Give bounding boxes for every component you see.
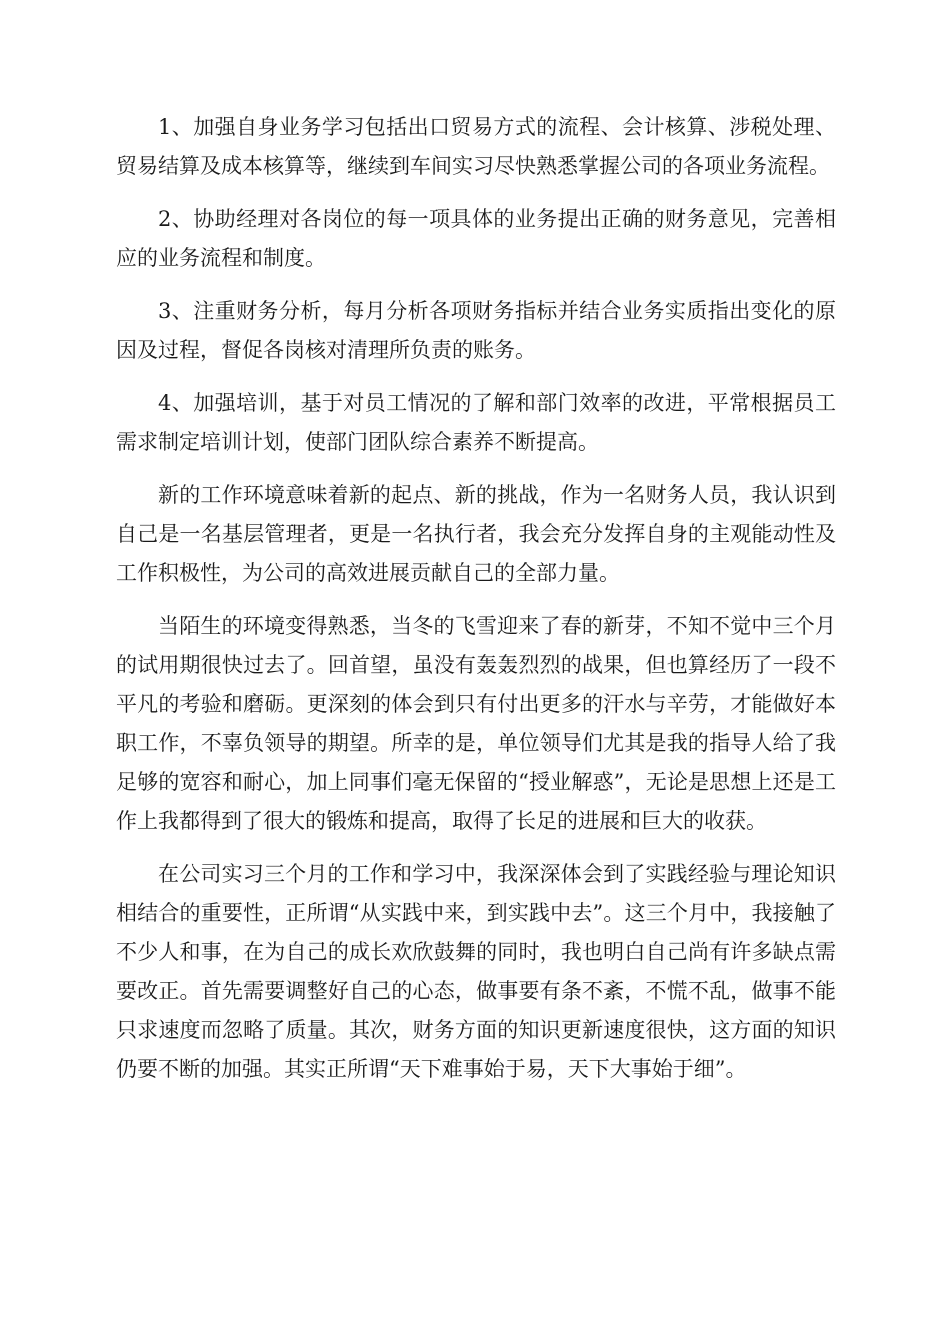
paragraph-task-1: 1、加强自身业务学习包括出口贸易方式的流程、会计核算、涉税处理、贸易结算及成本核算等，继续到车间实习尽快熟悉掌握公司的各项业务流程。: [116, 115, 836, 178]
paragraph-new-environment: 新的工作环境意味着新的起点、新的挑战，作为一名财务人员，我认识到自己是一名基层管理者，更是一名执行者，我会充分发挥自身的主观能动性及工作积极性，为公司的高效进展贡献自己的全部力量。: [116, 483, 836, 585]
paragraph-task-4: 4、加强培训，基于对员工情况的了解和部门效率的改进，平常根据员工需求制定培训计划，使部门团队综合素养不断提高。: [116, 391, 836, 454]
paragraph-task-3: 3、注重财务分析，每月分析各项财务指标并结合业务实质指出变化的原因及过程，督促各岗核对清理所负责的账务。: [116, 299, 836, 362]
paragraph-internship-reflection: 在公司实习三个月的工作和学习中，我深深体会到了实践经验与理论知识相结合的重要性，正所谓“从实践中来，到实践中去”。这三个月中，我接触了不少人和事，在为自己的成长欢欣鼓舞的同时，我也明白自己尚有许多缺点需要改正。首先需要调整好自己的心态，做事要有条不紊，不慌不乱，做事不能只求速度而忽略了质量。其次，财务方面的知识更新速度很快，这方面的知识仍要不断的加强。其实正所谓“天下难事始于易，天下大事始于细”。: [116, 862, 836, 1081]
paragraph-task-2: 2、协助经理对各岗位的每一项具体的业务提出正确的财务意见，完善相应的业务流程和制度。: [116, 207, 836, 270]
document-page: [116, 108, 836, 1103]
paragraph-probation-summary: 当陌生的环境变得熟悉，当冬的飞雪迎来了春的新芽，不知不觉中三个月的试用期很快过去了。回首望，虽没有轰轰烈烈的战果，但也算经历了一段不平凡的考验和磨砺。更深刻的体会到只有付出更多的汗水与辛劳，才能做好本职工作，不辜负领导的期望。所幸的是，单位领导们尤其是我的指导人给了我足够的宽容和耐心，加上同事们毫无保留的“授业解惑”，无论是思想上还是工作上我都得到了很大的锻炼和提高，取得了长足的进展和巨大的收获。: [116, 614, 836, 833]
